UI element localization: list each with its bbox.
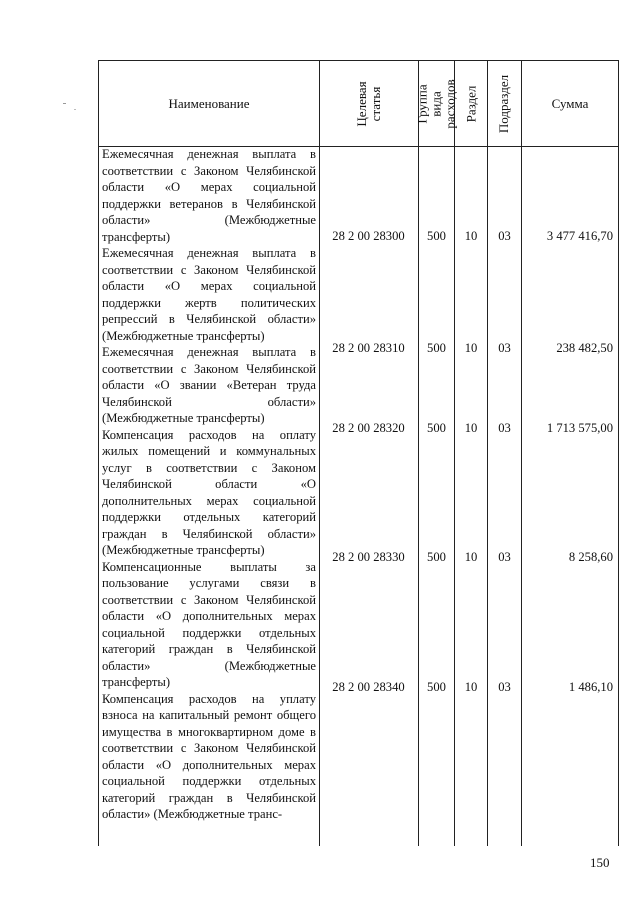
page-number: 150 xyxy=(590,855,610,870)
header-section-cell xyxy=(455,61,487,146)
row-name: Компенсационные выплаты за пользование услугами связи в соответствии с Законом Челябинской области «О дополнительных мерах социальной поддержки отдельных категорий граждан в Челябинской области» (Межбюджетные трансферты) xyxy=(102,559,316,689)
header-amount: Сумма xyxy=(551,95,589,111)
row-amount: 3 477 416,70 xyxy=(546,229,613,243)
row-name: Ежемесячная денежная выплата в соответствии с Законом Челябинской области «О звании «Ветеран труда Челябинской области» (Межбюджетные трансферты) xyxy=(102,345,316,425)
row-subsection: 03 xyxy=(498,341,511,355)
scan-speck xyxy=(63,103,66,104)
column-divider xyxy=(521,60,522,846)
row-section: 10 xyxy=(464,680,478,694)
row-expense-group: 500 xyxy=(427,229,446,243)
row-amount: 8 258,60 xyxy=(568,550,613,564)
row-section: 10 xyxy=(464,341,478,355)
row-expense-group: 500 xyxy=(427,680,446,694)
header-section: Раздел xyxy=(463,85,478,122)
row-subsection: 03 xyxy=(498,680,511,694)
row-target-article: 28 2 00 28320 xyxy=(332,421,405,435)
row-target-article: 28 2 00 28330 xyxy=(332,550,405,564)
row-subsection: 03 xyxy=(498,550,511,564)
row-expense-group: 500 xyxy=(427,421,446,435)
header-amount-cell xyxy=(522,61,618,146)
header-target-article: Целевая статья xyxy=(354,80,383,127)
row-target-article: 28 2 00 28340 xyxy=(332,680,405,694)
row-target-article: 28 2 00 28300 xyxy=(332,229,405,243)
header-expense-group: Группа вида расходов xyxy=(414,78,458,129)
row-subsection: 03 xyxy=(498,421,511,435)
row-section: 10 xyxy=(464,421,478,435)
header-name: Наименование xyxy=(168,95,250,111)
column-divider xyxy=(454,60,455,846)
row-name: Компенсация расходов на уплату взноса на капитальный ремонт общего имущества в многоквартирном доме в соответствии с Законом Челябинской области «О дополнительных мерах социальной поддержки отдельных категорий граждан в Челябинской области» (Межбюджетные транс- xyxy=(102,691,316,821)
row-expense-group: 500 xyxy=(427,550,446,564)
row-target-article: 28 2 00 28310 xyxy=(332,341,405,355)
header-name-cell xyxy=(99,61,319,146)
row-section: 10 xyxy=(464,550,478,564)
row-amount: 1 713 575,00 xyxy=(546,421,613,435)
header-target-article-cell xyxy=(320,61,418,146)
table-border-left xyxy=(98,60,99,846)
row-section: 10 xyxy=(464,229,478,243)
column-divider xyxy=(487,60,488,846)
row-expense-group: 500 xyxy=(427,341,446,355)
column-divider xyxy=(319,60,320,846)
names-column xyxy=(102,146,316,823)
table-border-right xyxy=(618,60,619,846)
header-subsection: Подраздел xyxy=(496,74,512,133)
row-amount: 1 486,10 xyxy=(568,680,613,694)
row-subsection: 03 xyxy=(498,229,511,243)
row-name: Ежемесячная денежная выплата в соответствии с Законом Челябинской области «О мерах социальной поддержки жертв политических репрессий в Челябинской области» (Межбюджетные трансферты) xyxy=(102,246,316,343)
row-name: Компенсация расходов на оплату жилых помещений и коммунальных услуг в соответствии с Законом Челябинской области «О дополнительных мерах социальной поддержки отдельных категорий граждан в Челябинской области» (Межбюджетные трансферты) xyxy=(102,427,316,557)
header-expense-group-cell xyxy=(414,61,458,146)
column-divider xyxy=(418,60,419,846)
header-subsection-cell xyxy=(488,61,521,146)
row-name: Ежемесячная денежная выплата в соответствии с Законом Челябинской области «О мерах социальной поддержки ветеранов в Челябинской области» (Межбюджетные трансферты) xyxy=(102,147,316,244)
scan-speck xyxy=(74,109,76,110)
row-amount: 238 482,50 xyxy=(556,341,613,355)
